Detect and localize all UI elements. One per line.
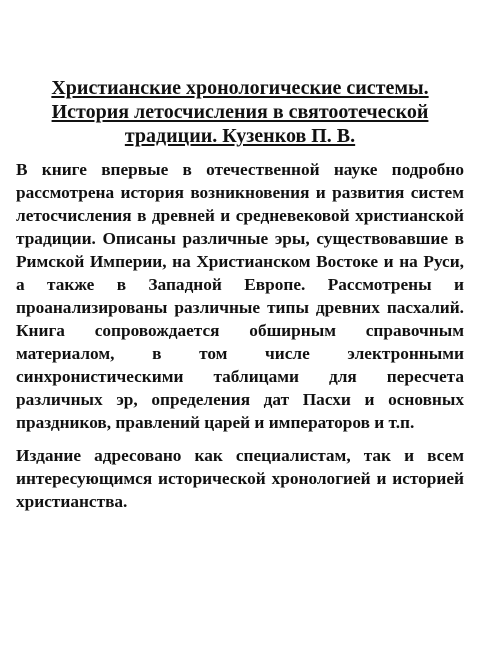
audience-paragraph: Издание адресовано как специалистам, так и всем интересующимся исторической хронологией и историей христианства. <box>16 446 464 511</box>
document-page <box>16 76 464 513</box>
description-paragraph: В книге впервые в отечественной науке подробно рассмотрена история возникновения и развития систем летосчисления в древней и средневековой христианской традиции. Описаны различные эры, существовавшие в Римской Империи, на Христианском Востоке и на Руси, а также в Западной Европе. Рассмотрены и проанализированы различные типы древних пасхалий. Книга сопровождается обширным справочным материалом, в том числе электронными синхронистическими таблицами для пересчета различных эр, определения дат Пасхи и основных праздников, правлений царей и императоров и т.п. <box>16 160 464 432</box>
document-title: Христианские хронологические системы. История летосчисления в святоотеческой традиции. Кузенков П. В. <box>51 77 429 147</box>
